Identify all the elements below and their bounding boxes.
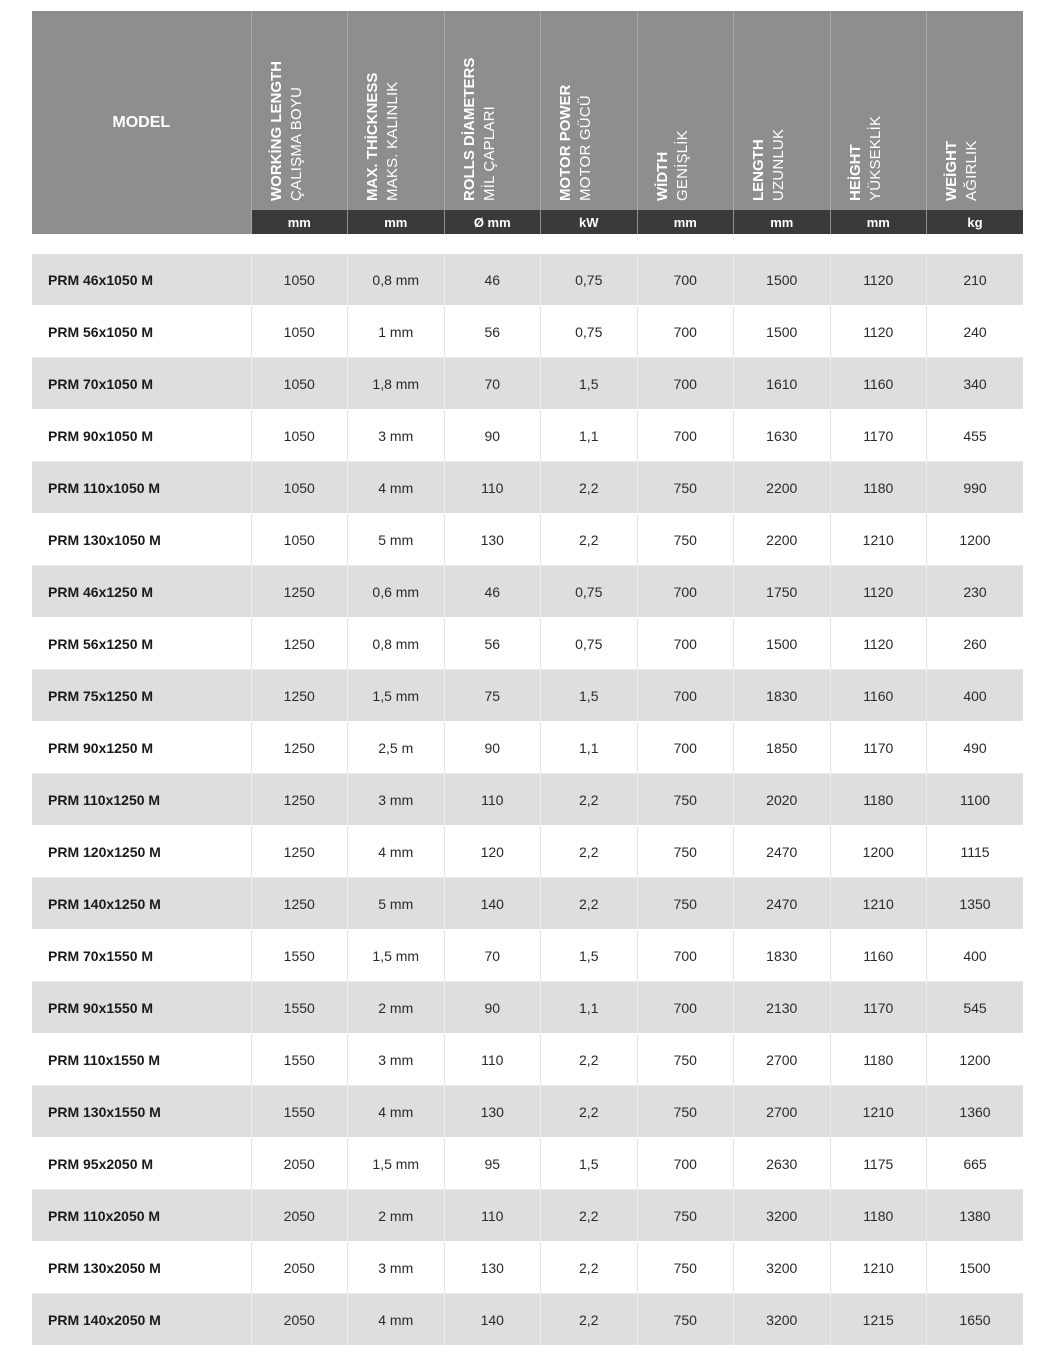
value-cell: 700: [637, 410, 734, 462]
value-cell: 1215: [830, 1294, 927, 1346]
value-cell: 750: [637, 774, 734, 826]
value-cell: 1750: [734, 566, 831, 618]
value-cell: 70: [444, 930, 541, 982]
value-cell: 140: [444, 878, 541, 930]
model-cell: PRM 56x1250 M: [32, 618, 251, 670]
value-cell: 110: [444, 462, 541, 514]
value-cell: 2,2: [541, 1190, 638, 1242]
value-cell: 700: [637, 930, 734, 982]
value-cell: 750: [637, 514, 734, 566]
value-cell: 0,75: [541, 566, 638, 618]
value-cell: 4 mm: [348, 462, 445, 514]
value-cell: 750: [637, 1034, 734, 1086]
value-cell: 400: [927, 930, 1024, 982]
value-cell: 2 mm: [348, 1190, 445, 1242]
column-title-en: MOTOR POWER: [557, 84, 574, 201]
table-row: [32, 1138, 1023, 1190]
model-cell: PRM 130x2050 M: [32, 1242, 251, 1294]
value-cell: 0,6 mm: [348, 566, 445, 618]
table-row: [32, 1294, 1023, 1346]
value-cell: 2700: [734, 1034, 831, 1086]
value-cell: 56: [444, 618, 541, 670]
value-cell: 1210: [830, 514, 927, 566]
value-cell: 1,8 mm: [348, 358, 445, 410]
value-cell: 990: [927, 462, 1024, 514]
table-row: [32, 1242, 1023, 1294]
table-row: [32, 462, 1023, 514]
column-header-label: [653, 11, 695, 201]
value-cell: 750: [637, 1086, 734, 1138]
column-unit: Ø mm: [444, 210, 541, 234]
value-cell: 3 mm: [348, 410, 445, 462]
value-cell: 1120: [830, 618, 927, 670]
value-cell: 1170: [830, 410, 927, 462]
value-cell: 75: [444, 670, 541, 722]
column-header-label: [460, 11, 502, 201]
value-cell: 2630: [734, 1138, 831, 1190]
value-cell: 455: [927, 410, 1024, 462]
value-cell: 1160: [830, 670, 927, 722]
value-cell: 1500: [734, 618, 831, 670]
value-cell: 1550: [251, 1034, 348, 1086]
value-cell: 1050: [251, 306, 348, 358]
column-unit: mm: [830, 210, 927, 234]
column-title-tr: MİL ÇAPLARI: [480, 105, 498, 201]
value-cell: 1250: [251, 826, 348, 878]
value-cell: 0,8 mm: [348, 254, 445, 306]
table-row: [32, 930, 1023, 982]
value-cell: 130: [444, 1086, 541, 1138]
column-unit: mm: [251, 210, 348, 234]
value-cell: 95: [444, 1138, 541, 1190]
value-cell: 1 mm: [348, 306, 445, 358]
value-cell: 2050: [251, 1294, 348, 1346]
value-cell: 130: [444, 1242, 541, 1294]
value-cell: 2,2: [541, 514, 638, 566]
header-row: [32, 11, 1023, 210]
value-cell: 1500: [734, 306, 831, 358]
column-header-label: [749, 11, 791, 201]
column-title-tr: UZUNLUK: [770, 128, 787, 201]
model-cell: PRM 75x1250 M: [32, 670, 251, 722]
value-cell: 1,1: [541, 410, 638, 462]
value-cell: 1200: [927, 1034, 1024, 1086]
model-cell: PRM 90x1550 M: [32, 982, 251, 1034]
value-cell: 2050: [251, 1242, 348, 1294]
value-cell: 2470: [734, 878, 831, 930]
column-header-label: [267, 11, 309, 201]
value-cell: 0,8 mm: [348, 618, 445, 670]
value-cell: 90: [444, 722, 541, 774]
model-cell: PRM 70x1050 M: [32, 358, 251, 410]
value-cell: 2130: [734, 982, 831, 1034]
model-cell: PRM 95x2050 M: [32, 1138, 251, 1190]
spec-table-container: [32, 11, 1023, 1346]
value-cell: 1630: [734, 410, 831, 462]
value-cell: 1250: [251, 878, 348, 930]
header-spacer: [32, 234, 1023, 254]
value-cell: 110: [444, 1034, 541, 1086]
model-cell: PRM 56x1050 M: [32, 306, 251, 358]
value-cell: 1,5 mm: [348, 670, 445, 722]
value-cell: 1610: [734, 358, 831, 410]
table-row: [32, 254, 1023, 306]
column-unit: mm: [348, 210, 445, 234]
column-title-en: WORKİNG LENGTH: [267, 61, 285, 201]
value-cell: 1210: [830, 878, 927, 930]
value-cell: 1160: [830, 358, 927, 410]
table-row: [32, 826, 1023, 878]
table-row: [32, 1190, 1023, 1242]
value-cell: 340: [927, 358, 1024, 410]
model-cell: PRM 46x1250 M: [32, 566, 251, 618]
column-header-label: [363, 11, 405, 201]
column-header: [830, 11, 927, 210]
model-cell: PRM 130x1550 M: [32, 1086, 251, 1138]
value-cell: 1830: [734, 930, 831, 982]
value-cell: 110: [444, 1190, 541, 1242]
column-unit: mm: [637, 210, 734, 234]
value-cell: 1050: [251, 254, 348, 306]
value-cell: 700: [637, 618, 734, 670]
value-cell: 2,2: [541, 462, 638, 514]
value-cell: 2020: [734, 774, 831, 826]
column-title-tr: AĞIRLIK: [963, 140, 980, 201]
spec-table: [32, 11, 1023, 1346]
column-title-en: WİDTH: [653, 151, 671, 201]
value-cell: 1180: [830, 1034, 927, 1086]
value-cell: 700: [637, 1138, 734, 1190]
table-row: [32, 514, 1023, 566]
value-cell: 3200: [734, 1294, 831, 1346]
value-cell: 3200: [734, 1242, 831, 1294]
model-cell: PRM 70x1550 M: [32, 930, 251, 982]
column-header-label: [942, 11, 984, 201]
value-cell: 2,5 m: [348, 722, 445, 774]
value-cell: 1250: [251, 618, 348, 670]
column-header: [734, 11, 831, 210]
value-cell: 140: [444, 1294, 541, 1346]
column-title-en: HEİGHT: [846, 144, 864, 201]
value-cell: 700: [637, 982, 734, 1034]
value-cell: 1050: [251, 410, 348, 462]
value-cell: 2,2: [541, 1086, 638, 1138]
value-cell: 700: [637, 722, 734, 774]
value-cell: 490: [927, 722, 1024, 774]
column-header: [444, 11, 541, 210]
value-cell: 260: [927, 618, 1024, 670]
column-title-en: MAX. THİCKNESS: [364, 72, 381, 201]
value-cell: 700: [637, 566, 734, 618]
table-row: [32, 618, 1023, 670]
value-cell: 1500: [734, 254, 831, 306]
column-header: [348, 11, 445, 210]
table-row: [32, 358, 1023, 410]
table-row: [32, 982, 1023, 1034]
value-cell: 1200: [927, 514, 1024, 566]
value-cell: 1180: [830, 1190, 927, 1242]
value-cell: 1360: [927, 1086, 1024, 1138]
value-cell: 1170: [830, 982, 927, 1034]
value-cell: 1550: [251, 1086, 348, 1138]
value-cell: 110: [444, 774, 541, 826]
value-cell: 1180: [830, 462, 927, 514]
value-cell: 1,5: [541, 930, 638, 982]
value-cell: 750: [637, 1190, 734, 1242]
column-header-label: [846, 11, 888, 201]
value-cell: 90: [444, 982, 541, 1034]
column-unit: kg: [927, 210, 1024, 234]
table-row: [32, 566, 1023, 618]
value-cell: 1,5: [541, 670, 638, 722]
value-cell: 750: [637, 1294, 734, 1346]
value-cell: 90: [444, 410, 541, 462]
value-cell: 210: [927, 254, 1024, 306]
value-cell: 2,2: [541, 1294, 638, 1346]
value-cell: 2050: [251, 1190, 348, 1242]
value-cell: 1850: [734, 722, 831, 774]
value-cell: 1250: [251, 722, 348, 774]
value-cell: 46: [444, 254, 541, 306]
value-cell: 4 mm: [348, 1086, 445, 1138]
column-title-en: LENGTH: [750, 139, 767, 201]
column-title-en: ROLLS DİAMETERS: [460, 57, 478, 201]
value-cell: 3 mm: [348, 774, 445, 826]
value-cell: 750: [637, 878, 734, 930]
value-cell: 1170: [830, 722, 927, 774]
model-cell: PRM 110x1250 M: [32, 774, 251, 826]
value-cell: 1,5: [541, 358, 638, 410]
column-title-tr: GENİŞLİK: [673, 130, 691, 201]
table-body: [32, 254, 1023, 1346]
model-cell: PRM 110x1550 M: [32, 1034, 251, 1086]
value-cell: 750: [637, 1242, 734, 1294]
value-cell: 1380: [927, 1190, 1024, 1242]
table-row: [32, 410, 1023, 462]
value-cell: 240: [927, 306, 1024, 358]
table-row: [32, 306, 1023, 358]
model-cell: PRM 46x1050 M: [32, 254, 251, 306]
value-cell: 2 mm: [348, 982, 445, 1034]
model-cell: PRM 110x2050 M: [32, 1190, 251, 1242]
value-cell: 1250: [251, 670, 348, 722]
value-cell: 130: [444, 514, 541, 566]
value-cell: 1830: [734, 670, 831, 722]
value-cell: 1050: [251, 514, 348, 566]
value-cell: 2700: [734, 1086, 831, 1138]
value-cell: 230: [927, 566, 1024, 618]
table-row: [32, 774, 1023, 826]
value-cell: 1115: [927, 826, 1024, 878]
value-cell: 545: [927, 982, 1024, 1034]
value-cell: 750: [637, 826, 734, 878]
value-cell: 1550: [251, 982, 348, 1034]
model-column-header: MODEL: [32, 11, 251, 234]
column-title-tr: ÇALIŞMA BOYU: [287, 86, 305, 201]
value-cell: 1550: [251, 930, 348, 982]
table-row: [32, 670, 1023, 722]
value-cell: 1120: [830, 566, 927, 618]
value-cell: 750: [637, 462, 734, 514]
model-cell: PRM 90x1050 M: [32, 410, 251, 462]
value-cell: 1500: [927, 1242, 1024, 1294]
value-cell: 1210: [830, 1086, 927, 1138]
value-cell: 2,2: [541, 826, 638, 878]
value-cell: 120: [444, 826, 541, 878]
value-cell: 3200: [734, 1190, 831, 1242]
value-cell: 2,2: [541, 774, 638, 826]
value-cell: 3 mm: [348, 1242, 445, 1294]
value-cell: 1120: [830, 306, 927, 358]
value-cell: 0,75: [541, 306, 638, 358]
value-cell: 1250: [251, 566, 348, 618]
column-header: [541, 11, 638, 210]
value-cell: 665: [927, 1138, 1024, 1190]
value-cell: 1050: [251, 462, 348, 514]
value-cell: 2,2: [541, 878, 638, 930]
value-cell: 2,2: [541, 1034, 638, 1086]
value-cell: 700: [637, 254, 734, 306]
value-cell: 1350: [927, 878, 1024, 930]
model-cell: PRM 140x1250 M: [32, 878, 251, 930]
value-cell: 46: [444, 566, 541, 618]
model-cell: PRM 120x1250 M: [32, 826, 251, 878]
column-title-tr: MAKS. KALINLIK: [384, 81, 401, 201]
value-cell: 1,1: [541, 722, 638, 774]
value-cell: 700: [637, 306, 734, 358]
column-title-tr: MOTOR GÜCÜ: [577, 95, 594, 201]
column-header: [637, 11, 734, 210]
table-row: [32, 878, 1023, 930]
value-cell: 2200: [734, 514, 831, 566]
value-cell: 1,5 mm: [348, 930, 445, 982]
value-cell: 2050: [251, 1138, 348, 1190]
column-header-label: [556, 11, 598, 201]
value-cell: 700: [637, 670, 734, 722]
value-cell: 700: [637, 358, 734, 410]
column-header: [251, 11, 348, 210]
column-title-tr: YÜKSEKLİK: [866, 115, 884, 201]
value-cell: 0,75: [541, 618, 638, 670]
value-cell: 1160: [830, 930, 927, 982]
column-title-en: WEİGHT: [943, 141, 960, 201]
model-cell: PRM 110x1050 M: [32, 462, 251, 514]
value-cell: 2,2: [541, 1242, 638, 1294]
value-cell: 1650: [927, 1294, 1024, 1346]
column-unit: kW: [541, 210, 638, 234]
value-cell: 4 mm: [348, 1294, 445, 1346]
column-header: [927, 11, 1024, 210]
value-cell: 400: [927, 670, 1024, 722]
value-cell: 1210: [830, 1242, 927, 1294]
table-row: [32, 1086, 1023, 1138]
value-cell: 5 mm: [348, 878, 445, 930]
value-cell: 1050: [251, 358, 348, 410]
value-cell: 2200: [734, 462, 831, 514]
value-cell: 3 mm: [348, 1034, 445, 1086]
value-cell: 1200: [830, 826, 927, 878]
table-row: [32, 722, 1023, 774]
value-cell: 1250: [251, 774, 348, 826]
value-cell: 1180: [830, 774, 927, 826]
column-unit: mm: [734, 210, 831, 234]
value-cell: 70: [444, 358, 541, 410]
value-cell: 0,75: [541, 254, 638, 306]
value-cell: 2470: [734, 826, 831, 878]
value-cell: 5 mm: [348, 514, 445, 566]
value-cell: 1,5 mm: [348, 1138, 445, 1190]
model-cell: PRM 140x2050 M: [32, 1294, 251, 1346]
value-cell: 56: [444, 306, 541, 358]
table-header: [32, 11, 1023, 234]
value-cell: 1175: [830, 1138, 927, 1190]
table-row: [32, 1034, 1023, 1086]
model-cell: PRM 90x1250 M: [32, 722, 251, 774]
model-cell: PRM 130x1050 M: [32, 514, 251, 566]
value-cell: 1,5: [541, 1138, 638, 1190]
value-cell: 1120: [830, 254, 927, 306]
value-cell: 4 mm: [348, 826, 445, 878]
value-cell: 1,1: [541, 982, 638, 1034]
value-cell: 1100: [927, 774, 1024, 826]
